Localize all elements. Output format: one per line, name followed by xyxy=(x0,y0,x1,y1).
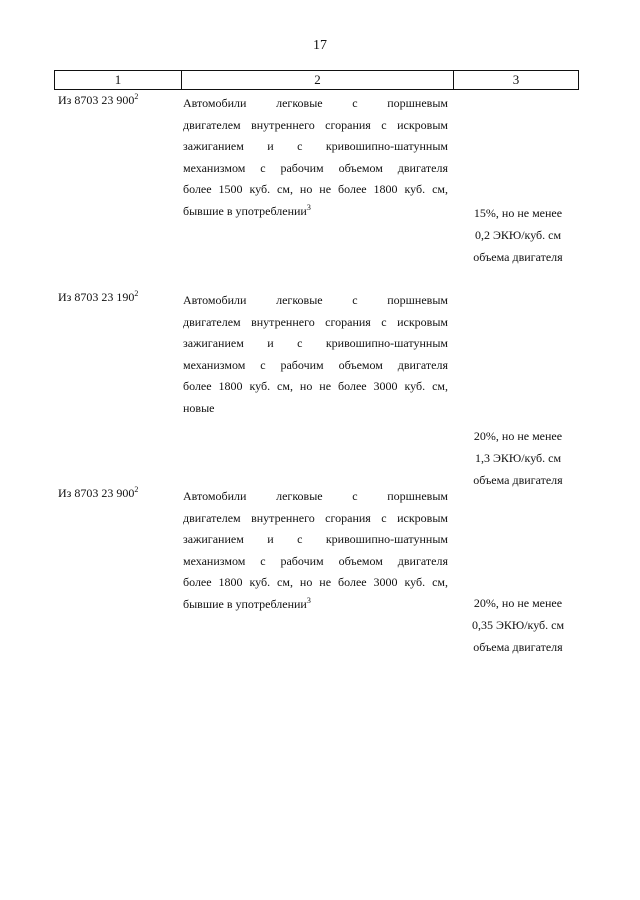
description-line: Автомобили легковые с поршневым xyxy=(183,293,448,307)
description-line: бывшие в употреблении$^3$ xyxy=(183,202,311,218)
description-line: двигателем внутреннего сгорания с искровым xyxy=(183,510,448,525)
header-col-2: 2 xyxy=(182,71,454,89)
goods-description xyxy=(183,290,448,419)
duty-rate xyxy=(457,202,579,268)
tariff-code: Из 8703 23 $900^2$ xyxy=(58,92,139,107)
description-line: зажиганием и с кривошипно-шатунным xyxy=(183,532,448,546)
table-header-row xyxy=(54,70,579,90)
duty-line: объема двигателя xyxy=(473,640,563,654)
tariff-code: Из 8703 23 $900^2$ xyxy=(58,485,139,500)
description-line: двигателем внутреннего сгорания с искровым xyxy=(183,314,448,329)
description-line: механизмом с рабочим объемом двигателя xyxy=(183,160,448,175)
description-line: новые xyxy=(183,400,215,415)
description-line: Автомобили легковые с поршневым xyxy=(183,489,448,503)
description-line: более 1800 куб. см, но не более 3000 куб. см, xyxy=(183,379,448,393)
footnote-mark: 3 xyxy=(306,595,311,605)
description-line: Автомобили легковые с поршневым xyxy=(183,96,448,110)
description-line: зажиганием и с кривошипно-шатунным xyxy=(183,336,448,350)
page-number: 17 xyxy=(313,38,327,53)
goods-description xyxy=(183,486,448,615)
duty-rate xyxy=(457,592,579,658)
header-col-1: 1 xyxy=(55,71,182,89)
duty-line: объема двигателя xyxy=(473,250,563,264)
header-col-3: 3 xyxy=(512,72,520,87)
duty-line: 1,3 ЭКЮ/куб. см xyxy=(474,451,562,465)
duty-line: 0,35 ЭКЮ/куб. см xyxy=(471,618,565,632)
description-line: зажиганием и с кривошипно-шатунным xyxy=(183,139,448,153)
description-line: более 1800 куб. см, но не более 3000 куб. см, xyxy=(183,575,448,589)
description-line: двигателем внутреннего сгорания с искровым xyxy=(183,117,448,132)
duty-line: объема двигателя xyxy=(473,473,563,487)
description-line: бывшие в употреблении$^3$ xyxy=(183,595,311,611)
footnote-mark: 2 xyxy=(134,485,139,494)
description-line: механизмом с рабочим объемом двигателя xyxy=(183,357,448,372)
footnote-mark: 3 xyxy=(306,202,311,212)
goods-description xyxy=(183,93,448,222)
duty-line: 20%, но не менее xyxy=(473,596,563,610)
footnote-mark: 2 xyxy=(134,289,139,298)
tariff-code: Из 8703 23 $190^2$ xyxy=(58,289,139,304)
description-line: более 1500 куб. см, но не более 1800 куб. см, xyxy=(183,182,448,196)
footnote-mark: 2 xyxy=(134,92,139,101)
duty-rate xyxy=(457,425,579,491)
description-line: механизмом с рабочим объемом двигателя xyxy=(183,553,448,568)
duty-line: 20%, но не менее xyxy=(473,429,563,443)
duty-line: 15%, но не менее xyxy=(473,206,563,220)
duty-line: 0,2 ЭКЮ/куб. см xyxy=(474,228,562,242)
